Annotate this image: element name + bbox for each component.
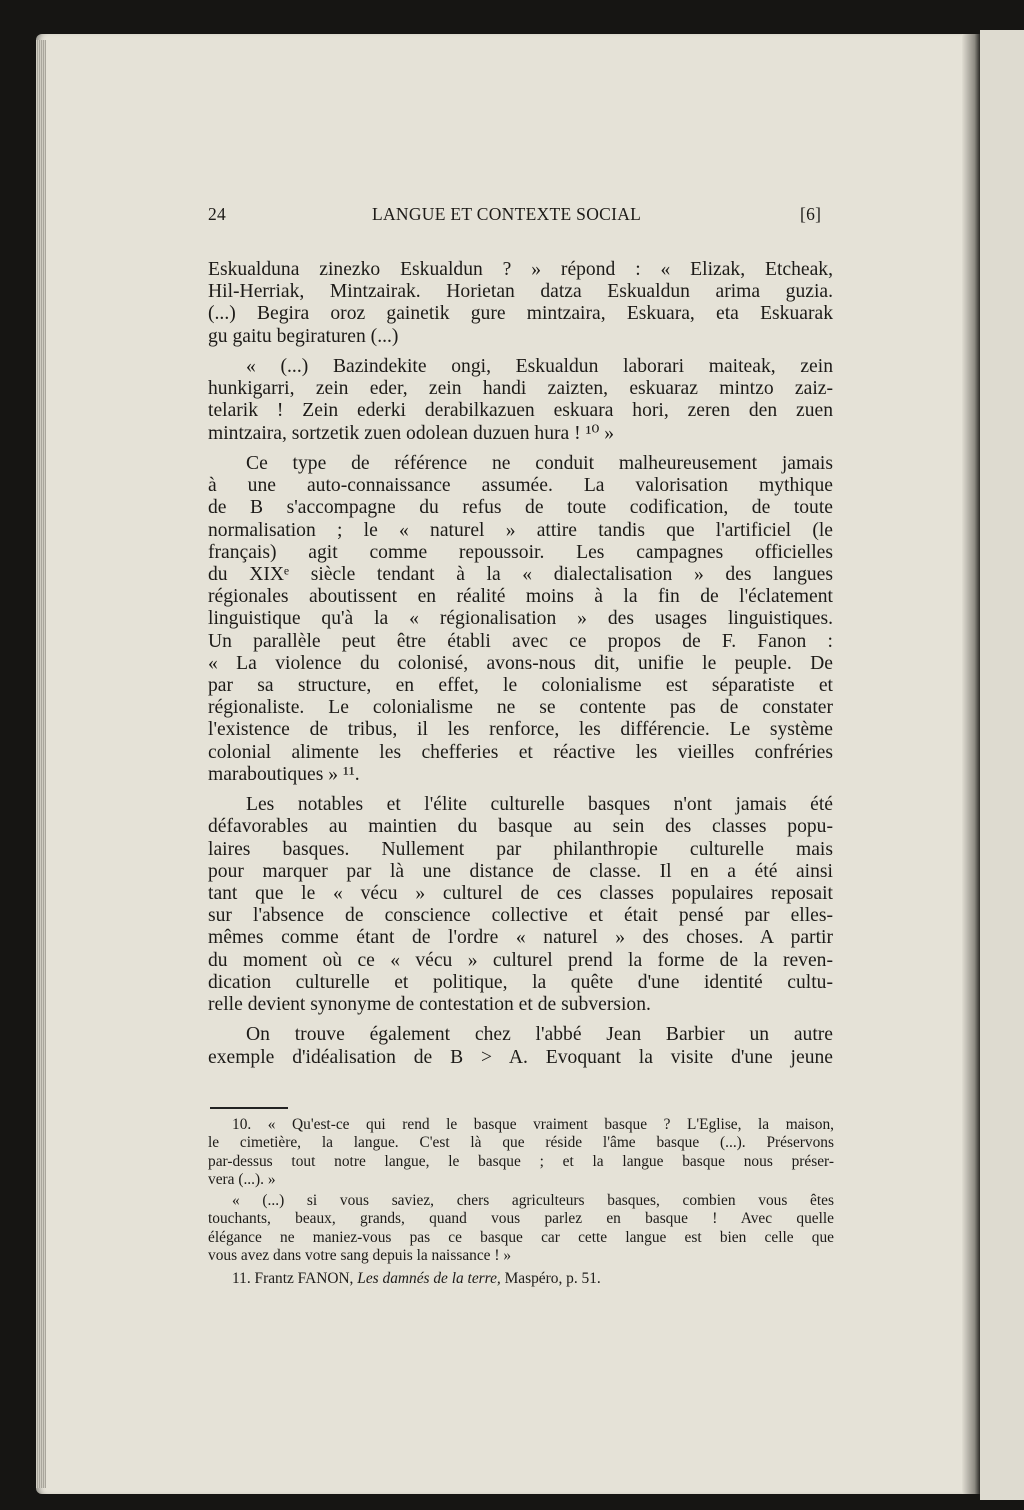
text-line: dication culturelle et politique, la quête d'une identité cultu- [208,971,833,993]
text-line: « (...) si vous saviez, chers agriculteurs basques, combien vous êtes [232,1191,834,1209]
text-line: relle devient synonyme de contestation et de subversion. [208,993,651,1015]
text-line: normalisation ; le « naturel » attire tandis que l'artificiel (le [208,519,833,541]
text-line: exemple d'idéalisation de B > A. Evoquant la visite d'une jeune [208,1046,833,1068]
text-line: régionales aboutissent en réalité moins à la fin de l'éclatement [208,586,833,608]
text-line: colonial alimente les chefferies et réactive les vieilles confréries [208,741,833,763]
page-number: 24 [208,204,227,224]
footnote-11-title: Les damnés de la terre, [357,1270,501,1287]
text-line: « (...) Bazindekite ongi, Eskualdun laborari maiteak, zein [246,356,833,378]
text-line: maraboutiques » ¹¹. [208,763,360,785]
footnotes [208,1116,834,1268]
text-line: défavorables au maintien du basque au sein des classes popu- [208,816,833,838]
text-line: de B s'accompagne du refus de toute codification, de toute [208,497,833,519]
text-line: Un parallèle peut être établi avec ce propos de F. Fanon : [208,630,833,652]
text-line: (...) Begira oroz gainetik gure mintzaira, Eskuara, eta Eskuarak [208,303,833,325]
text-line: tant que le « vécu » culturel de ces classes populaires reposait [208,882,833,904]
text-line: Eskualduna zinezko Eskualdun ? » répond : « Elizak, Etcheak, [208,259,833,280]
footnote [208,1192,834,1266]
text-line: du XIXᵉ siècle tendant à la « dialectalisation » des langues [208,564,833,586]
text-line: mêmes comme étant de l'ordre « naturel » des choses. A partir [208,927,833,949]
text-line: élégance ne maniez-vous pas ce basque car cette langue est bien celle que [208,1228,834,1246]
text-line: pour marquer par là une distance de classe. Il en a été ainsi [208,860,833,882]
text-line: On trouve également chez l'abbé Jean Barbier un autre [246,1024,833,1046]
text-line: hunkigarri, zein eder, zein handi zaizten, eskuaraz mintzo zaiz- [208,378,833,400]
footnote-11 [208,1270,834,1288]
footnote-11-author: 11. Frantz FANON, [232,1270,358,1287]
text-line: telarik ! Zein ederki derabilkazuen eskuara hori, zeren den zuen [208,400,833,422]
text-line: par sa structure, en effet, le colonialisme est séparatiste et [208,674,833,696]
text-line: sur l'absence de conscience collective et était pensé par elles- [208,905,833,927]
text-line: l'existence de tribus, il les renforce, les différencie. Le système [208,719,833,741]
text-line: français) agit comme repoussoir. Les campagnes officielles [208,541,833,563]
adjacent-page [980,30,1024,1500]
paragraph [208,453,833,786]
page-stack-edge [36,40,46,1488]
text-line: le cimetière, la langue. C'est là que réside l'âme basque (...). Préservons [208,1134,834,1152]
text-line: à une auto-connaissance assumée. La valorisation mythique [208,475,833,497]
paragraph [208,794,833,1016]
book-gutter [962,34,980,1494]
text-line: laires basques. Nullement par philanthropie culturelle mais [208,838,833,860]
paragraph [208,259,833,348]
running-title: LANGUE ET CONTEXTE SOCIAL [372,204,642,224]
text-line: touchants, beaux, grands, quand vous parlez en basque ! Avec quelle [208,1210,834,1228]
text-line: vera (...). » [208,1171,276,1189]
footnote-rule [210,1107,288,1109]
text-line: par-dessus tout notre langue, le basque ; et la langue basque nous préser- [208,1152,834,1170]
text-line: vous avez dans votre sang depuis la naissance ! » [208,1247,512,1265]
text-line: Les notables et l'élite culturelle basques n'ont jamais été [246,794,833,816]
text-line: Hil-Herriak, Mintzairak. Horietan datza Eskualdun arima guzia. [208,281,833,303]
text-line: 10. « Qu'est-ce qui rend le basque vraiment basque ? L'Eglise, la maison, [232,1116,834,1133]
paragraph [208,356,833,445]
text-line: régionaliste. Le colonialisme ne se contente pas de constater [208,697,833,719]
footnote [208,1116,834,1190]
text-line: « La violence du colonisé, avons-nous dit, unifie le peuple. De [208,652,833,674]
text-line: gu gaitu begiraturen (...) [208,325,399,347]
text-line: mintzaira, sortzetik zuen odolean duzuen hura ! ¹⁰ » [208,422,614,444]
body-text [208,259,833,1077]
text-line: Ce type de référence ne conduit malheureusement jamais [246,453,833,475]
paragraph [208,1024,833,1068]
text-line: linguistique qu'à la « régionalisation » des usages linguistiques. [208,608,833,630]
text-line: du moment où ce « vécu » culturel prend la forme de la reven- [208,949,833,971]
footnote-11-publisher: Maspéro, p. 51. [500,1270,601,1287]
section-number: [6] [800,204,822,224]
